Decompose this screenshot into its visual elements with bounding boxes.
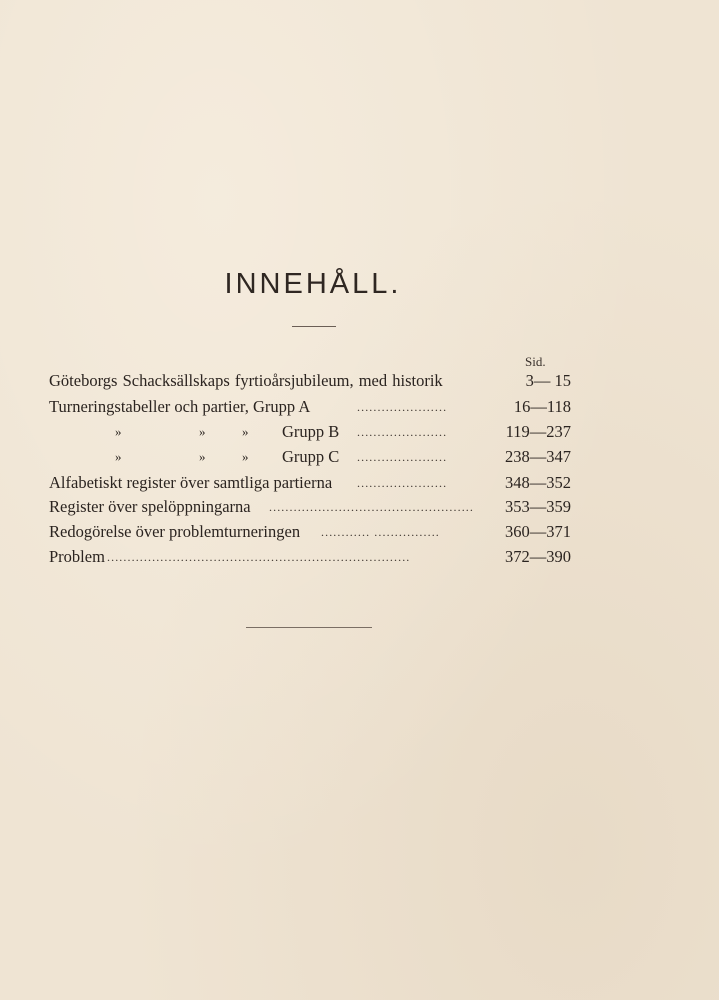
toc-leader-dots: ...................... bbox=[357, 400, 448, 414]
toc-leader-dots: .......................................................................... bbox=[107, 550, 411, 564]
toc-entry-title: Grupp B bbox=[282, 422, 340, 441]
toc-entry-title: Grupp C bbox=[282, 447, 340, 466]
toc-leader-dots: ...................... bbox=[357, 450, 448, 464]
toc-entry-pages: 353—359 bbox=[505, 497, 571, 516]
ditto-mark: » bbox=[242, 424, 249, 439]
toc-entry bbox=[49, 546, 571, 568]
toc-entry bbox=[49, 370, 571, 392]
ditto-mark: » bbox=[115, 424, 122, 439]
page-column-label: Sid. bbox=[525, 354, 546, 369]
ditto-mark: » bbox=[199, 424, 206, 439]
ditto-mark: » bbox=[242, 449, 249, 464]
ditto-mark: » bbox=[115, 449, 122, 464]
toc-entry-pages: 360—371 bbox=[505, 522, 571, 541]
toc-entry-pages: 238—347 bbox=[505, 447, 571, 466]
title-divider bbox=[292, 326, 336, 327]
toc-entry-title: Alfabetiskt register över samtliga partierna bbox=[49, 473, 333, 492]
toc-entry-pages: 3— 15 bbox=[525, 371, 571, 390]
toc-entry-title: Turneringstabeller och partier, Grupp A bbox=[49, 397, 311, 416]
toc-entry bbox=[49, 521, 571, 543]
toc-entry bbox=[49, 496, 571, 518]
toc-entry-pages: 348—352 bbox=[505, 473, 571, 492]
toc-entry-pages: 119—237 bbox=[505, 422, 571, 441]
toc-entry bbox=[49, 446, 571, 468]
toc-entry-title: Göteborgs Schacksällskaps fyrtioårsjubileum, med historik bbox=[49, 371, 443, 390]
bottom-divider bbox=[246, 627, 372, 628]
toc-entry bbox=[49, 396, 571, 418]
toc-entry-pages: 16—118 bbox=[513, 397, 571, 416]
toc-entry bbox=[49, 421, 571, 443]
toc-leader-dots: .................................................. bbox=[269, 500, 474, 514]
toc-leader-dots: ...................... bbox=[357, 425, 448, 439]
toc-entry bbox=[49, 472, 571, 494]
toc-leader-dots: ............ ................ bbox=[321, 525, 440, 539]
toc-entry-title: Register över spelöppningarna bbox=[49, 497, 251, 516]
toc-entry-pages: 372—390 bbox=[505, 547, 571, 566]
ditto-mark: » bbox=[199, 449, 206, 464]
page-title: INNEHÅLL. bbox=[224, 268, 402, 300]
toc-entry-title: Problem bbox=[49, 547, 105, 566]
toc-leader-dots: ...................... bbox=[357, 476, 448, 490]
toc-entry-title: Redogörelse över problemturneringen bbox=[49, 522, 301, 541]
